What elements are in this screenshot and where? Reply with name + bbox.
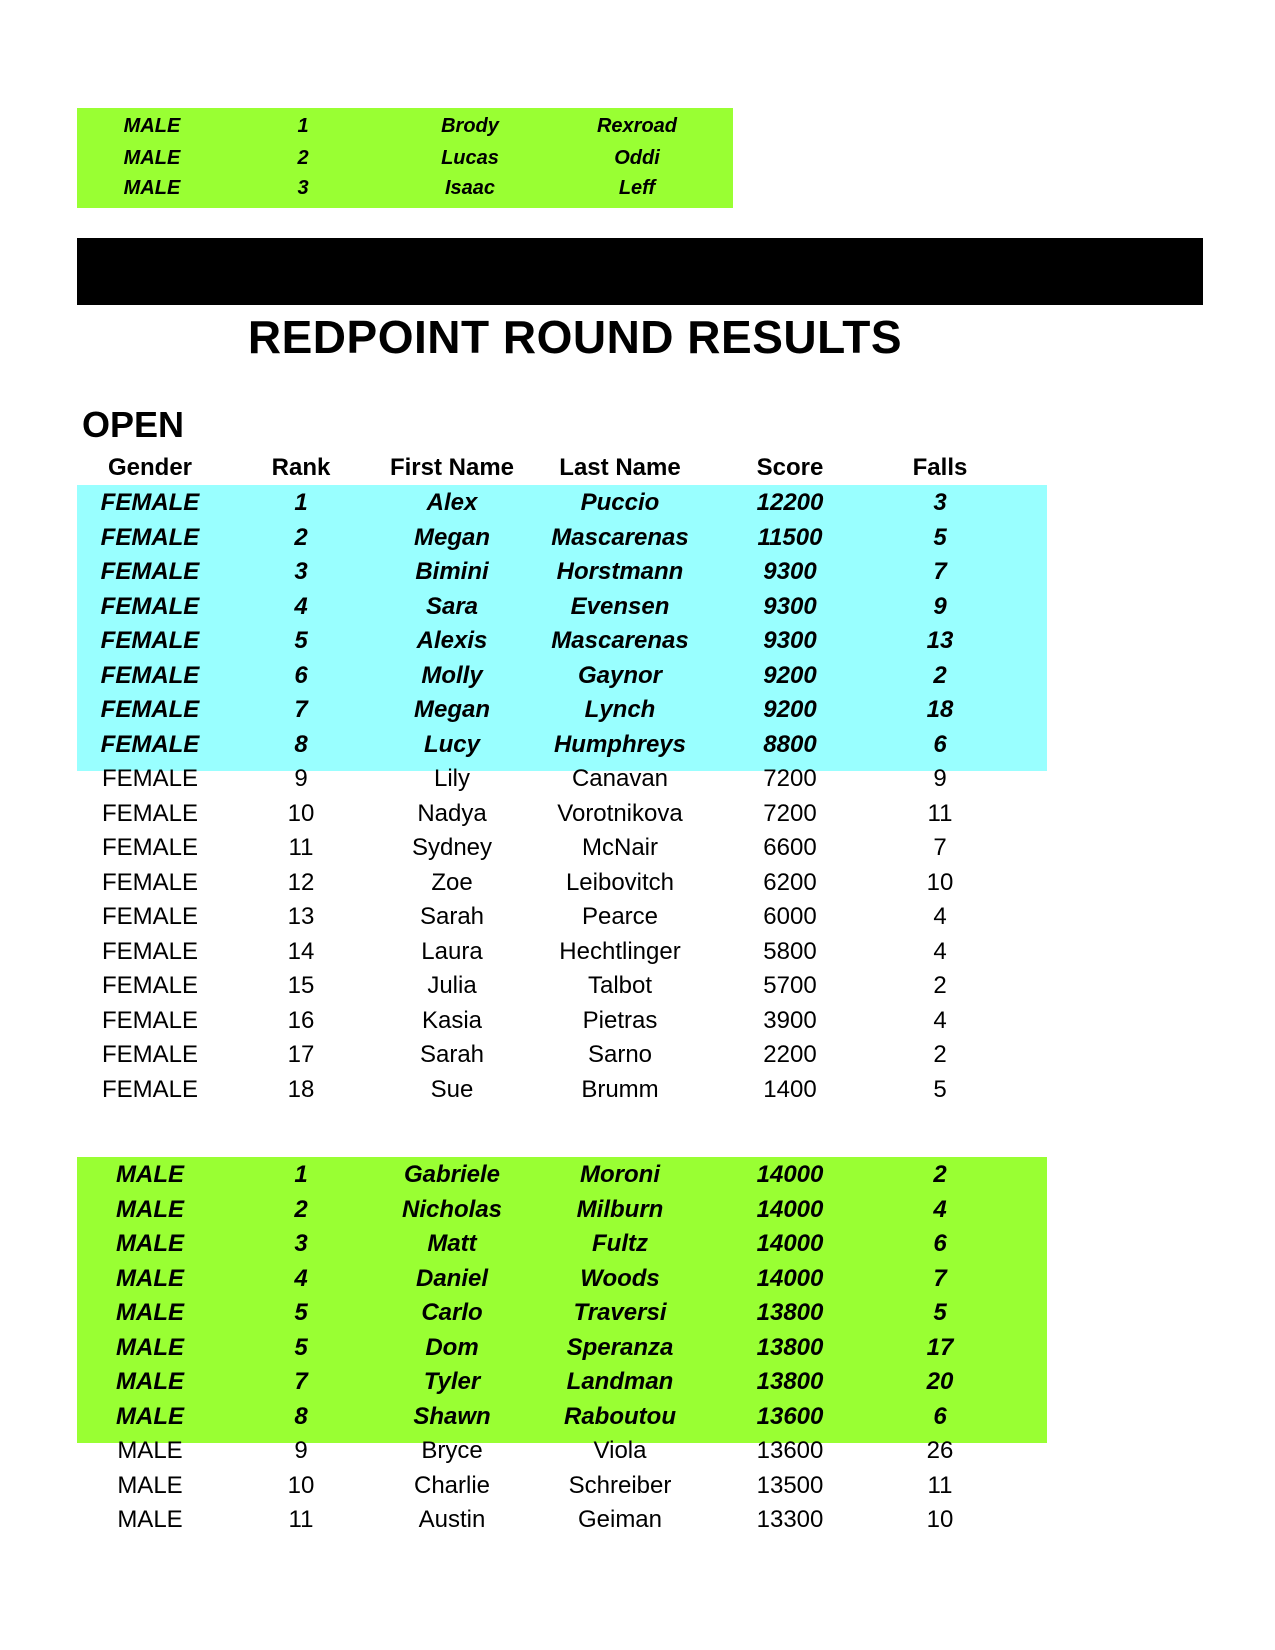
cell-last-name: Humphreys (553, 730, 687, 758)
cell-first-name: Nadya (417, 799, 487, 827)
cell-gender: MALE (116, 1161, 184, 1188)
cell-rank: 4 (294, 592, 308, 620)
cell-gender: FEMALE (101, 937, 199, 965)
cell-score: 13500 (756, 1471, 824, 1499)
cell-falls: 18 (926, 696, 954, 723)
cell-score: 13600 (756, 1437, 824, 1464)
cell-first-name: Sarah (419, 903, 485, 930)
cell-last-name: Milburn (576, 1195, 664, 1223)
cell-falls: 7 (933, 834, 947, 861)
cell-falls: 9 (933, 592, 947, 620)
cell-gender: FEMALE (100, 592, 200, 620)
cell-rank: 3 (294, 558, 308, 585)
cell-rank: 10 (287, 799, 315, 827)
cell-last-name: Pietras (582, 1006, 658, 1034)
cell-first-name: Alex (426, 489, 478, 516)
cell-score: 14000 (756, 1195, 824, 1223)
cell-first-name: Sarah (419, 1041, 485, 1068)
cell-rank: 9 (294, 1437, 308, 1464)
table-row (77, 485, 1047, 521)
cell-last-name: Geiman (577, 1506, 663, 1533)
cell-score: 9300 (763, 592, 817, 620)
cell-gender: FEMALE (100, 696, 200, 723)
column-headers (77, 450, 1047, 486)
cell-rank: 7 (294, 696, 308, 723)
cell-last-name: Gaynor (577, 661, 663, 689)
cell-falls: 5 (933, 523, 947, 551)
cell-score: 13300 (756, 1506, 824, 1533)
cell-rank: 5 (294, 1333, 308, 1361)
cell-rank: 10 (287, 1471, 315, 1499)
table-row (77, 692, 1047, 728)
cell-falls: 20 (926, 1368, 954, 1395)
cell-falls: 5 (933, 1075, 947, 1103)
cell-score: 14000 (756, 1230, 824, 1257)
cell-last-name: Viola (593, 1437, 647, 1464)
cell-first-name: Lily (433, 765, 470, 792)
header-rank: Rank (271, 454, 331, 481)
cell-last-name: Schreiber (568, 1471, 672, 1499)
cell-falls: 6 (933, 1230, 947, 1257)
cell-first-name: Alexis (416, 627, 488, 654)
cell-falls: 26 (926, 1437, 954, 1464)
cell-score: 13600 (756, 1402, 824, 1430)
black-header-band (77, 238, 1203, 305)
cell-rank: 2 (294, 523, 308, 551)
cell-gender: MALE (116, 1368, 184, 1395)
table-row (77, 1433, 1047, 1469)
cell-last-name: Traversi (573, 1299, 667, 1326)
cell-falls: 2 (933, 1041, 947, 1068)
top-table-cell-last-name: Rexroad (596, 115, 678, 137)
cell-score: 11500 (757, 523, 823, 551)
cell-gender: FEMALE (101, 1075, 199, 1103)
cell-first-name: Julia (427, 972, 477, 999)
cell-first-name: Bryce (421, 1437, 483, 1464)
cell-score: 5800 (763, 937, 817, 965)
cell-score: 14000 (756, 1264, 824, 1292)
cell-rank: 5 (294, 627, 308, 654)
cell-gender: MALE (116, 1402, 184, 1430)
top-table-cell-first-name: Lucas (441, 147, 499, 169)
cell-falls: 2 (933, 661, 947, 689)
cell-first-name: Bimini (415, 558, 489, 585)
table-row (77, 1261, 1047, 1297)
header-last-name: Last Name (559, 454, 681, 481)
top-table-cell-first-name: Brody (441, 115, 499, 137)
cell-last-name: Speranza (566, 1333, 674, 1361)
cell-score: 7200 (763, 765, 817, 792)
cell-rank: 14 (287, 937, 315, 965)
cell-falls: 10 (926, 1506, 954, 1533)
cell-first-name: Carlo (421, 1299, 483, 1326)
cell-last-name: Pearce (581, 903, 659, 930)
cell-last-name: Sarno (587, 1041, 653, 1068)
table-row (77, 899, 1047, 935)
table-row (77, 727, 1047, 763)
cell-last-name: Moroni (580, 1161, 660, 1188)
cell-first-name: Daniel (415, 1264, 489, 1292)
top-table-cell-gender: MALE (123, 147, 181, 169)
top-table-cell-gender: MALE (123, 177, 181, 199)
cell-score: 8800 (763, 730, 817, 758)
cell-first-name: Nicholas (401, 1195, 503, 1223)
cell-score: 1400 (763, 1075, 817, 1103)
header-gender: Gender (107, 454, 193, 481)
cell-last-name: McNair (582, 834, 658, 861)
cell-rank: 3 (294, 1230, 308, 1257)
cell-score: 5700 (763, 972, 817, 999)
header-falls: Falls (912, 454, 968, 481)
cell-rank: 1 (294, 489, 308, 516)
table-row (77, 1364, 1047, 1400)
table-row (77, 520, 1047, 556)
cell-rank: 1 (294, 1161, 308, 1188)
table-row (77, 1037, 1047, 1073)
table-row (77, 1330, 1047, 1366)
cell-last-name: Mascarenas (551, 523, 689, 551)
table-row (77, 865, 1047, 901)
cell-rank: 8 (294, 1402, 308, 1430)
cell-falls: 11 (927, 1471, 953, 1499)
cell-rank: 4 (294, 1264, 308, 1292)
cell-rank: 8 (294, 730, 308, 758)
table-row (77, 830, 1047, 866)
cell-score: 9300 (763, 627, 817, 654)
page-title: REDPOINT ROUND RESULTS (247, 311, 903, 363)
cell-gender: FEMALE (100, 661, 200, 689)
table-row (77, 1003, 1047, 1039)
cell-gender: FEMALE (101, 765, 199, 792)
cell-first-name: Austin (418, 1506, 486, 1533)
cell-falls: 7 (933, 558, 947, 585)
table-row (77, 1295, 1047, 1331)
cell-gender: FEMALE (101, 972, 199, 999)
cell-rank: 18 (287, 1075, 315, 1103)
cell-last-name: Horstmann (556, 558, 684, 585)
table-row (77, 1502, 1047, 1538)
table-row (77, 934, 1047, 970)
cell-last-name: Raboutou (564, 1402, 676, 1430)
table-row (77, 1399, 1047, 1435)
cell-score: 12200 (756, 489, 824, 516)
cell-first-name: Shawn (413, 1402, 491, 1430)
cell-gender: MALE (117, 1506, 183, 1533)
cell-first-name: Charlie (413, 1471, 491, 1499)
cell-rank: 11 (288, 834, 314, 861)
cell-last-name: Fultz (592, 1230, 648, 1257)
cell-first-name: Laura (421, 937, 483, 965)
cell-last-name: Hechtlinger (559, 937, 681, 965)
cell-gender: MALE (117, 1437, 183, 1464)
cell-score: 6600 (763, 834, 817, 861)
top-table-cell-last-name: Oddi (614, 147, 660, 169)
cell-falls: 13 (926, 627, 954, 654)
section-label-open: OPEN (82, 404, 185, 445)
cell-falls: 5 (933, 1299, 947, 1326)
top-table-cell-rank: 2 (297, 147, 309, 169)
table-row (77, 1468, 1047, 1504)
cell-falls: 2 (933, 972, 947, 999)
top-table-row (77, 142, 733, 174)
cell-falls: 4 (933, 937, 947, 965)
cell-rank: 12 (287, 868, 315, 896)
cell-first-name: Matt (427, 1230, 477, 1257)
cell-first-name: Zoe (431, 868, 473, 896)
table-row (77, 796, 1047, 832)
cell-last-name: Brumm (581, 1075, 659, 1103)
cell-score: 6200 (763, 868, 817, 896)
top-table-row (77, 110, 733, 142)
cell-rank: 2 (294, 1195, 308, 1223)
cell-score: 6000 (763, 903, 817, 930)
cell-falls: 7 (933, 1264, 947, 1292)
cell-rank: 13 (287, 903, 315, 930)
cell-gender: FEMALE (100, 558, 200, 585)
cell-first-name: Kasia (421, 1006, 483, 1034)
cell-first-name: Megan (413, 523, 490, 551)
cell-first-name: Dom (425, 1333, 479, 1361)
cell-gender: MALE (116, 1230, 184, 1257)
cell-first-name: Gabriele (403, 1161, 501, 1188)
cell-gender: FEMALE (101, 799, 199, 827)
cell-score: 7200 (763, 799, 817, 827)
cell-falls: 11 (927, 799, 953, 827)
cell-first-name: Tyler (423, 1368, 481, 1395)
cell-rank: 7 (294, 1368, 308, 1395)
cell-first-name: Sydney (411, 834, 493, 861)
top-table-cell-first-name: Isaac (444, 177, 496, 199)
cell-rank: 16 (287, 1006, 315, 1034)
top-table-row (77, 172, 733, 204)
cell-rank: 9 (294, 765, 308, 792)
cell-last-name: Evensen (570, 592, 670, 620)
cell-rank: 17 (287, 1041, 315, 1068)
cell-score: 2200 (763, 1041, 817, 1068)
cell-gender: FEMALE (100, 523, 200, 551)
cell-last-name: Puccio (580, 489, 660, 516)
top-table-cell-last-name: Leff (618, 177, 656, 199)
top-table-cell-rank: 1 (297, 115, 309, 137)
cell-gender: MALE (116, 1333, 184, 1361)
header-first-name: First Name (389, 454, 515, 481)
cell-rank: 15 (287, 972, 315, 999)
cell-last-name: Vorotnikova (557, 799, 683, 827)
cell-score: 13800 (756, 1299, 824, 1326)
cell-gender: FEMALE (101, 834, 199, 861)
cell-falls: 4 (933, 903, 947, 930)
cell-gender: FEMALE (100, 489, 200, 516)
cell-score: 9200 (763, 696, 817, 723)
top-table-cell-gender: MALE (123, 115, 181, 137)
cell-last-name: Leibovitch (565, 868, 675, 896)
cell-gender: MALE (116, 1299, 184, 1326)
table-row (77, 658, 1047, 694)
table-row (77, 1157, 1047, 1193)
table-row (77, 1192, 1047, 1228)
table-row (77, 554, 1047, 590)
cell-falls: 10 (926, 868, 954, 896)
table-row (77, 623, 1047, 659)
cell-last-name: Landman (566, 1368, 674, 1395)
cell-falls: 2 (933, 1161, 947, 1188)
top-results-table (77, 108, 733, 208)
cell-score: 13800 (756, 1368, 824, 1395)
cell-gender: FEMALE (101, 868, 199, 896)
cell-falls: 3 (933, 489, 947, 516)
cell-falls: 4 (933, 1195, 947, 1223)
cell-gender: MALE (116, 1195, 184, 1223)
cell-first-name: Molly (421, 661, 483, 689)
cell-gender: FEMALE (101, 903, 199, 930)
cell-first-name: Megan (413, 696, 490, 723)
cell-last-name: Lynch (584, 696, 656, 723)
cell-last-name: Woods (580, 1264, 660, 1292)
cell-score: 9300 (763, 558, 817, 585)
cell-gender: MALE (116, 1264, 184, 1292)
cell-gender: FEMALE (101, 1041, 199, 1068)
table-row (77, 968, 1047, 1004)
cell-score: 13800 (756, 1333, 824, 1361)
table-row (77, 1226, 1047, 1262)
header-score: Score (756, 454, 824, 481)
cell-falls: 6 (933, 1402, 947, 1430)
cell-rank: 11 (288, 1506, 314, 1533)
table-row (77, 589, 1047, 625)
cell-last-name: Mascarenas (551, 627, 689, 654)
cell-gender: FEMALE (100, 730, 200, 758)
cell-falls: 4 (933, 1006, 947, 1034)
cell-score: 9200 (763, 661, 817, 689)
cell-gender: MALE (117, 1471, 183, 1499)
cell-last-name: Talbot (587, 972, 653, 999)
cell-rank: 6 (294, 661, 308, 689)
cell-score: 14000 (756, 1161, 824, 1188)
cell-falls: 17 (926, 1333, 954, 1361)
cell-first-name: Sue (430, 1075, 474, 1103)
cell-score: 3900 (763, 1006, 817, 1034)
cell-gender: FEMALE (100, 627, 200, 654)
cell-first-name: Lucy (423, 730, 480, 758)
cell-first-name: Sara (425, 592, 479, 620)
cell-gender: FEMALE (101, 1006, 199, 1034)
cell-falls: 9 (933, 765, 947, 792)
top-table-cell-rank: 3 (297, 177, 309, 199)
table-row (77, 761, 1047, 797)
table-row (77, 1072, 1047, 1108)
cell-falls: 6 (933, 730, 947, 758)
cell-rank: 5 (294, 1299, 308, 1326)
cell-last-name: Canavan (571, 765, 669, 792)
